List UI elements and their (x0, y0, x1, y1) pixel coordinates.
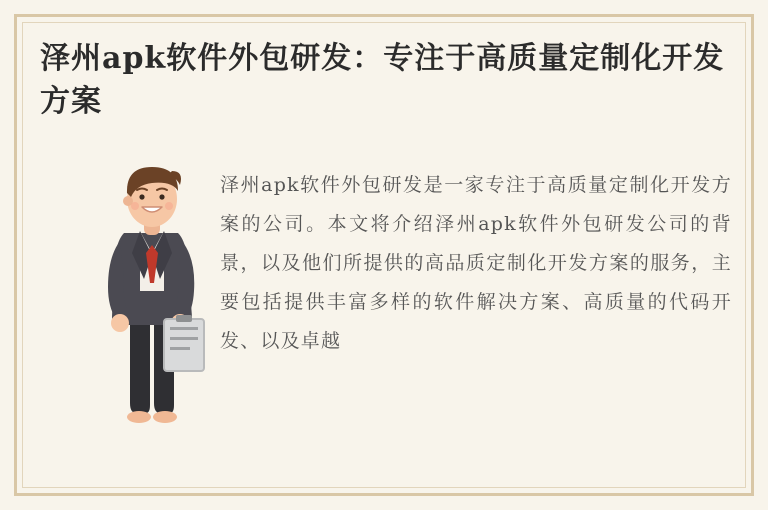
businessman-illustration (68, 141, 228, 441)
article-paragraph: 泽州apk软件外包研发是一家专注于高质量定制化开发方案的公司。本文将介绍泽州apk软件外包研发公司的背景，以及他们所提供的高品质定制化开发方案的服务，主要包括提供丰富多样的软件解决方案、高质量的代码开发、以及卓越 (220, 174, 732, 352)
page-title: 泽州apk软件外包研发：专注于高质量定制化开发方案 (40, 41, 725, 119)
document-content (40, 38, 732, 476)
article-body (40, 141, 732, 441)
